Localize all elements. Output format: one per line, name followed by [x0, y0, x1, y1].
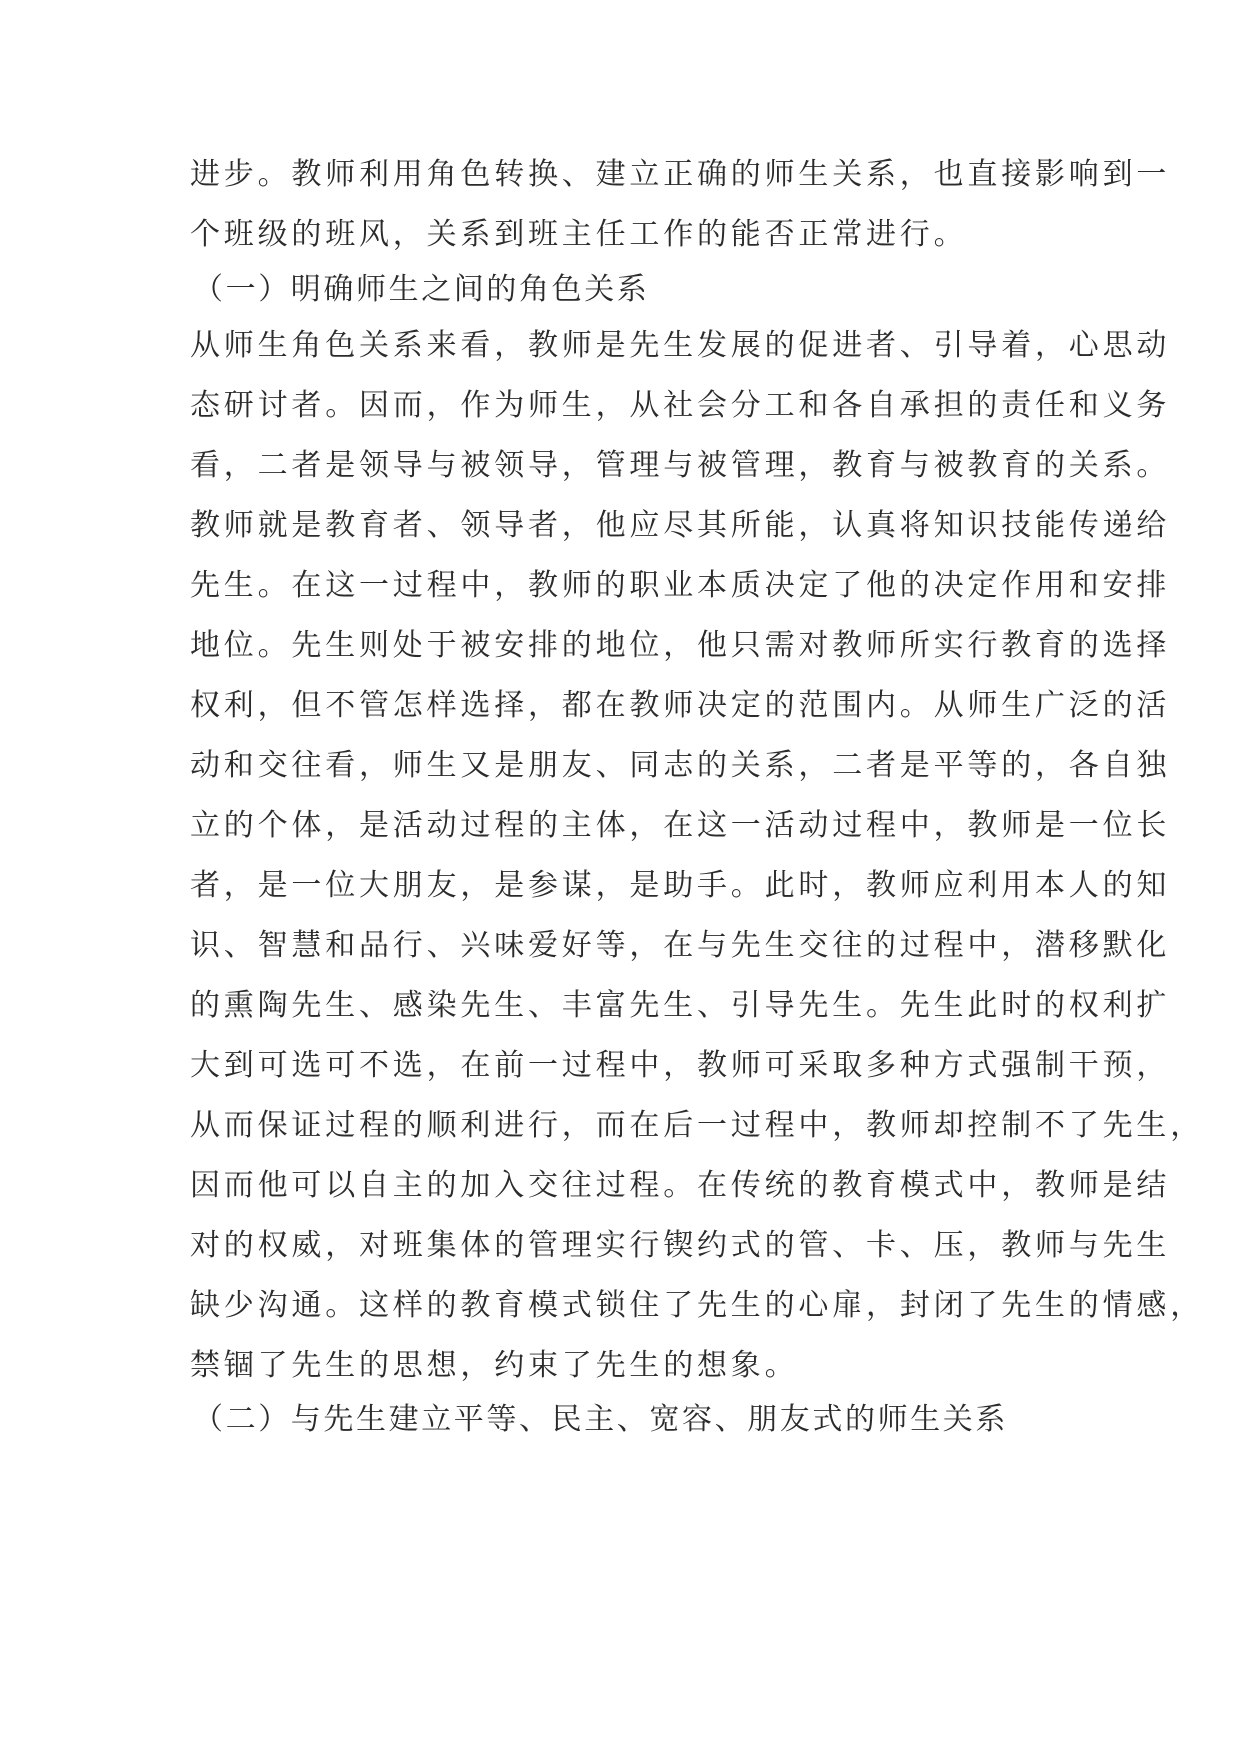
paragraph-line: 禁锢了先生的思想，约束了先生的想象。 — [190, 1348, 799, 1383]
paragraph-line: 的熏陶先生、感染先生、丰富先生、引导先生。先生此时的权利扩 — [190, 988, 1171, 1023]
paragraph-line: 看，二者是领导与被领导，管理与被管理，教育与被教育的关系。 — [190, 448, 1171, 483]
paragraph-line: 者，是一位大朋友，是参谋，是助手。此时，教师应利用本人的知 — [190, 868, 1171, 903]
paragraph-line: 动和交往看，师生又是朋友、同志的关系，二者是平等的，各自独 — [190, 748, 1171, 783]
section-heading: （一）明确师生之间的角色关系 — [193, 272, 650, 307]
paragraph-line: 个班级的班风，关系到班主任工作的能否正常进行。 — [190, 217, 968, 252]
paragraph-line: 因而他可以自主的加入交往过程。在传统的教育模式中，教师是结 — [190, 1168, 1171, 1203]
paragraph-line: 大到可选可不选，在前一过程中，教师可采取多种方式强制干预， — [190, 1048, 1171, 1083]
paragraph-line: 地位。先生则处于被安排的地位，他只需对教师所实行教育的选择 — [190, 628, 1171, 663]
paragraph-line: 从而保证过程的顺利进行，而在后一过程中，教师却控制不了先生， — [190, 1108, 1204, 1143]
paragraph-line: 从师生角色关系来看，教师是先生发展的促进者、引导着，心思动 — [190, 328, 1171, 363]
paragraph-line: 先生。在这一过程中，教师的职业本质决定了他的决定作用和安排 — [190, 568, 1171, 603]
paragraph-line: 立的个体，是活动过程的主体，在这一活动过程中，教师是一位长 — [190, 808, 1171, 843]
paragraph-line: 态研讨者。因而，作为师生，从社会分工和各自承担的责任和义务 — [190, 388, 1171, 423]
paragraph-line: 教师就是教育者、领导者，他应尽其所能，认真将知识技能传递给 — [190, 508, 1171, 543]
paragraph-line: 进步。教师利用角色转换、建立正确的师生关系，也直接影响到一 — [190, 157, 1171, 192]
paragraph-line: 识、智慧和品行、兴味爱好等，在与先生交往的过程中，潜移默化 — [190, 928, 1171, 963]
section-heading: （二）与先生建立平等、民主、宽容、朋友式的师生关系 — [193, 1402, 1008, 1437]
paragraph-line: 权利，但不管怎样选择，都在教师决定的范围内。从师生广泛的活 — [190, 688, 1171, 723]
paragraph-line: 缺少沟通。这样的教育模式锁住了先生的心扉，封闭了先生的情感， — [190, 1288, 1204, 1323]
paragraph-line: 对的权威，对班集体的管理实行锲约式的管、卡、压，教师与先生 — [190, 1228, 1171, 1263]
